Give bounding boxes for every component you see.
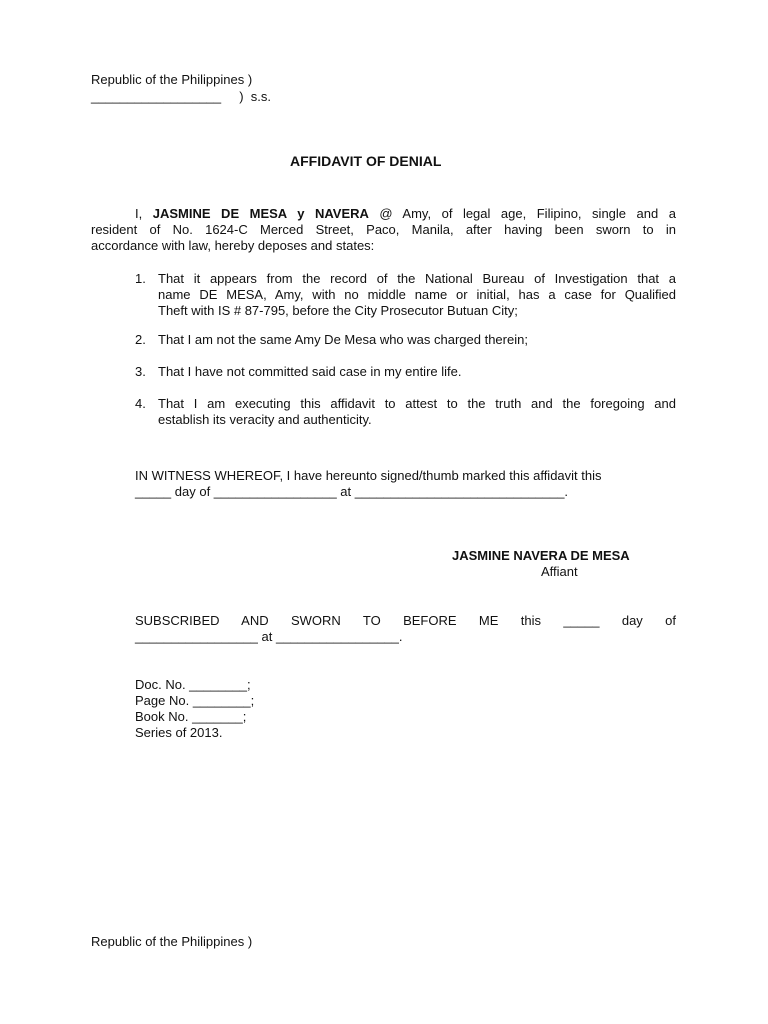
intro-prefix: I, bbox=[135, 206, 153, 221]
doc-no: Doc. No. ________; bbox=[135, 677, 251, 692]
intro-line-1 bbox=[91, 206, 676, 222]
item-1-text bbox=[158, 271, 676, 319]
affiant-role: Affiant bbox=[541, 564, 578, 579]
item-2-line: That I am not the same Amy De Mesa who was charged therein; bbox=[158, 332, 528, 347]
affiant-name-inline: JASMINE DE MESA y NAVERA bbox=[152, 206, 369, 221]
item-1-line: Theft with IS # 87-795, before the City Prosecutor Butuan City; bbox=[158, 303, 518, 318]
item-3-text bbox=[158, 364, 676, 380]
item-4-line: That I am executing this affidavit to attest to the truth and the foregoing and bbox=[158, 396, 676, 411]
item-4-text bbox=[158, 396, 676, 428]
witness-line-1: IN WITNESS WHEREOF, I have hereunto signed/thumb marked this affidavit this bbox=[135, 468, 602, 483]
page-no: Page No. ________; bbox=[135, 693, 255, 708]
item-2-text bbox=[158, 332, 676, 348]
item-1-line: name DE MESA, Amy, with no middle name or initial, has a case for Qualified bbox=[158, 287, 676, 302]
item-number: 2. bbox=[135, 332, 146, 347]
intro-paragraph bbox=[91, 206, 676, 254]
venue-line-1: Republic of the Philippines ) bbox=[91, 72, 253, 87]
intro-line-1-rest: @ Amy, of legal age, Filipino, single and a bbox=[368, 206, 676, 221]
series: Series of 2013. bbox=[135, 725, 223, 740]
footer-venue-line: Republic of the Philippines ) bbox=[91, 934, 253, 949]
witness-clause bbox=[135, 468, 676, 500]
intro-line-3: accordance with law, hereby deposes and states: bbox=[91, 238, 375, 253]
affiant-name: JASMINE NAVERA DE MESA bbox=[452, 548, 630, 563]
document-title: AFFIDAVIT OF DENIAL bbox=[290, 153, 442, 169]
jurat bbox=[135, 613, 676, 645]
jurat-line-1: SUBSCRIBED AND SWORN TO BEFORE ME this _____ day of bbox=[135, 613, 676, 628]
book-no: Book No. _______; bbox=[135, 709, 247, 724]
intro-line-2: resident of No. 1624-C Merced Street, Paco, Manila, after having been sworn to in bbox=[91, 222, 676, 237]
item-1-line: That it appears from the record of the National Bureau of Investigation that a bbox=[158, 271, 676, 286]
jurat-line-2: _________________ at _________________. bbox=[135, 629, 403, 644]
item-3-line: That I have not committed said case in my entire life. bbox=[158, 364, 462, 379]
item-4-line: establish its veracity and authenticity. bbox=[158, 412, 372, 427]
item-number: 3. bbox=[135, 364, 146, 379]
item-number: 4. bbox=[135, 396, 146, 411]
venue-line-2: __________________ ) s.s. bbox=[91, 89, 271, 104]
item-number: 1. bbox=[135, 271, 146, 286]
witness-line-2: _____ day of _________________ at _____________________________. bbox=[135, 484, 569, 499]
